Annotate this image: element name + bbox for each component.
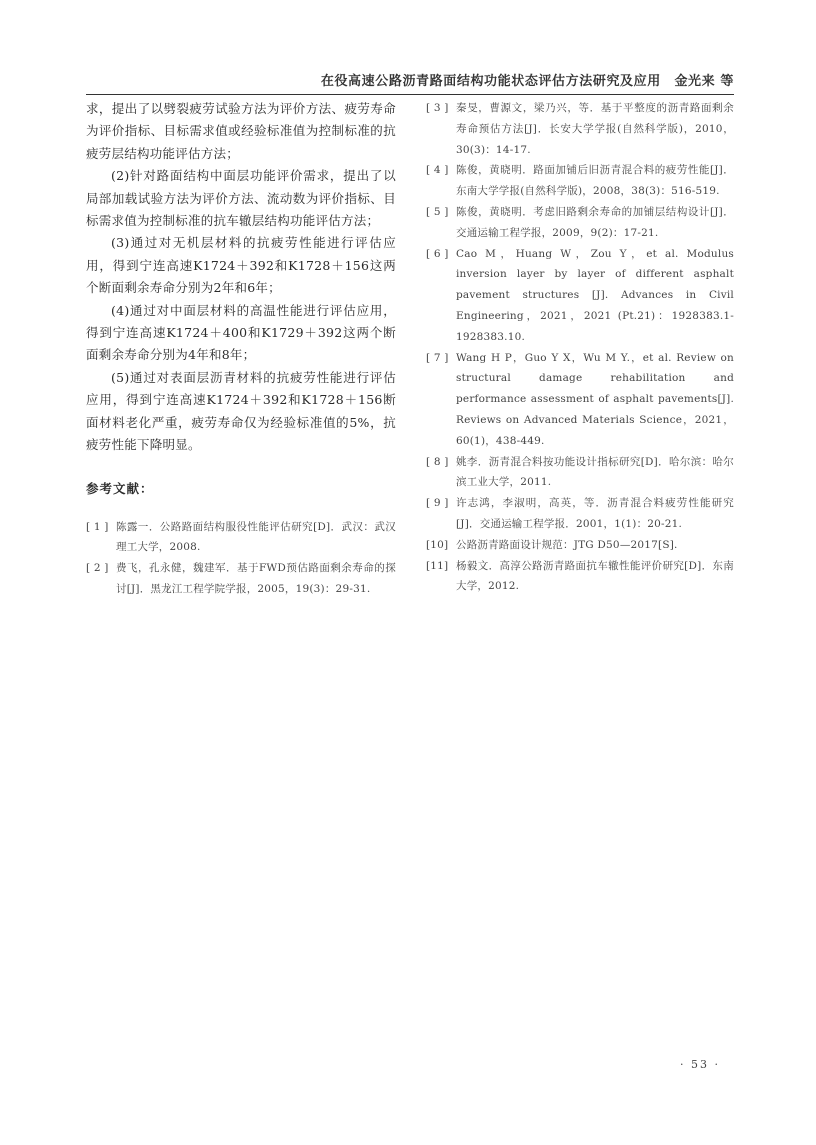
right-column xyxy=(426,98,734,597)
conclusion-paragraph-2: (2)针对路面结构中面层功能评价需求，提出了以局部加载试验方法为评价方法、流动数为评价指标、目标需求值为控制标准的抗车辙层结构功能评估方法； xyxy=(86,168,396,229)
reference-item xyxy=(426,493,734,535)
reference-item xyxy=(426,244,734,348)
reference-text: 许志鸿，李淑明，高英，等．沥青混合料疲劳性能研究[J]．交通运输工程学报．2001，1(1)：20-21. xyxy=(456,497,734,530)
reference-number: [ 5 ] xyxy=(426,205,449,218)
reference-text: Cao M，Huang W，Zou Y，et al. Modulus inversion layer by layer of different asphalt pavement structures [J]. Advances in Civil Engineering，2021，2021 (Pt.21)：1928383.1-1928383.10. xyxy=(456,247,734,343)
reference-text: 杨毅文．高淳公路沥青路面抗车辙性能评价研究[D]．东南大学，2012. xyxy=(456,559,734,593)
reference-number: [ 3 ] xyxy=(426,102,449,114)
reference-text: 陈俊，黄晓明．考虑旧路剩余寿命的加铺层结构设计[J]．交通运输工程学报，2009，9(2)：17-21. xyxy=(456,205,734,239)
reference-text: 陈俊，黄晓明．路面加铺后旧沥青混合料的疲劳性能[J]．东南大学学报(自然科学版)，2008，38(3)：516-519. xyxy=(456,164,734,198)
reference-item xyxy=(426,556,734,598)
reference-text: 姚李．沥青混合料按功能设计指标研究[D]．哈尔滨：哈尔滨工业大学，2011. xyxy=(456,455,734,489)
reference-number: [ 4 ] xyxy=(426,164,449,177)
reference-text: 公路沥青路面设计规范：JTG D50—2017[S]. xyxy=(456,538,678,551)
reference-text: 费飞，孔永健，魏建军．基于FWD预估路面剩余寿命的探讨[J]．黑龙江工程学院学报，2005，19(3)：29-31. xyxy=(116,562,396,595)
reference-text: Wang H P，Guo Y X，Wu M Y.，et al. Review on structural damage rehabilitation and performance assessment of asphalt pavements[J]. Reviews on Advanced Materials Science，2021，60(1)，438-449. xyxy=(456,351,734,447)
reference-text: 陈露一．公路路面结构服役性能评估研究[D]．武汉：武汉理工大学，2008. xyxy=(116,520,396,554)
reference-item xyxy=(426,98,734,160)
conclusion-paragraph-5: (5)通过对表面层沥青材料的抗疲劳性能进行评估应用，得到宁连高速K1724＋392和K1728＋156断面材料老化严重，疲劳寿命仅为经验标准值的5%，抗疲劳性能下降明显。 xyxy=(86,369,396,453)
left-column xyxy=(86,98,396,600)
reference-number: [ 6 ] xyxy=(426,247,449,260)
reference-number: [ 9 ] xyxy=(426,497,449,510)
reference-item xyxy=(86,517,396,559)
page-number-container xyxy=(0,1058,816,1071)
running-header: 在役高速公路沥青路面结构功能状态评估方法研究及应用 金光来 等 xyxy=(320,74,734,89)
reference-item xyxy=(426,348,734,452)
reference-number: [11] xyxy=(426,559,449,572)
reference-item xyxy=(426,160,734,202)
reference-number: [ 2 ] xyxy=(86,562,109,575)
reference-item xyxy=(426,202,734,244)
reference-text: 秦旻，曹源文，梁乃兴，等．基于平整度的沥青路面剩余寿命预估方法[J]．长安大学学报(自然科学版)，2010，30(3)：14-17. xyxy=(456,102,734,156)
reference-item xyxy=(426,452,734,494)
header-rule xyxy=(86,94,734,95)
reference-number: [ 8 ] xyxy=(426,455,449,468)
reference-item xyxy=(86,558,396,600)
references-heading: 参考文献： xyxy=(86,480,154,496)
conclusion-paragraph-3: (3)通过对无机层材料的抗疲劳性能进行评估应用，得到宁连高速K1724＋392和K1728＋156这两个断面剩余寿命分别为2年和6年； xyxy=(86,235,396,296)
reference-item xyxy=(426,535,734,556)
reference-number: [ 7 ] xyxy=(426,351,449,364)
conclusion-paragraph-1: 求，提出了以劈裂疲劳试验方法为评价方法、疲劳寿命为评价指标、目标需求值或经验标准值为控制标准的抗疲劳层结构功能评估方法； xyxy=(86,101,396,161)
reference-number: [ 1 ] xyxy=(86,520,109,533)
conclusion-paragraph-4: (4)通过对中面层材料的高温性能进行评估应用，得到宁连高速K1724＋400和K1729＋392这两个断面剩余寿命分别为4年和8年； xyxy=(86,302,396,363)
reference-number: [10] xyxy=(426,538,449,551)
page-number: · 53 · xyxy=(680,1058,720,1071)
